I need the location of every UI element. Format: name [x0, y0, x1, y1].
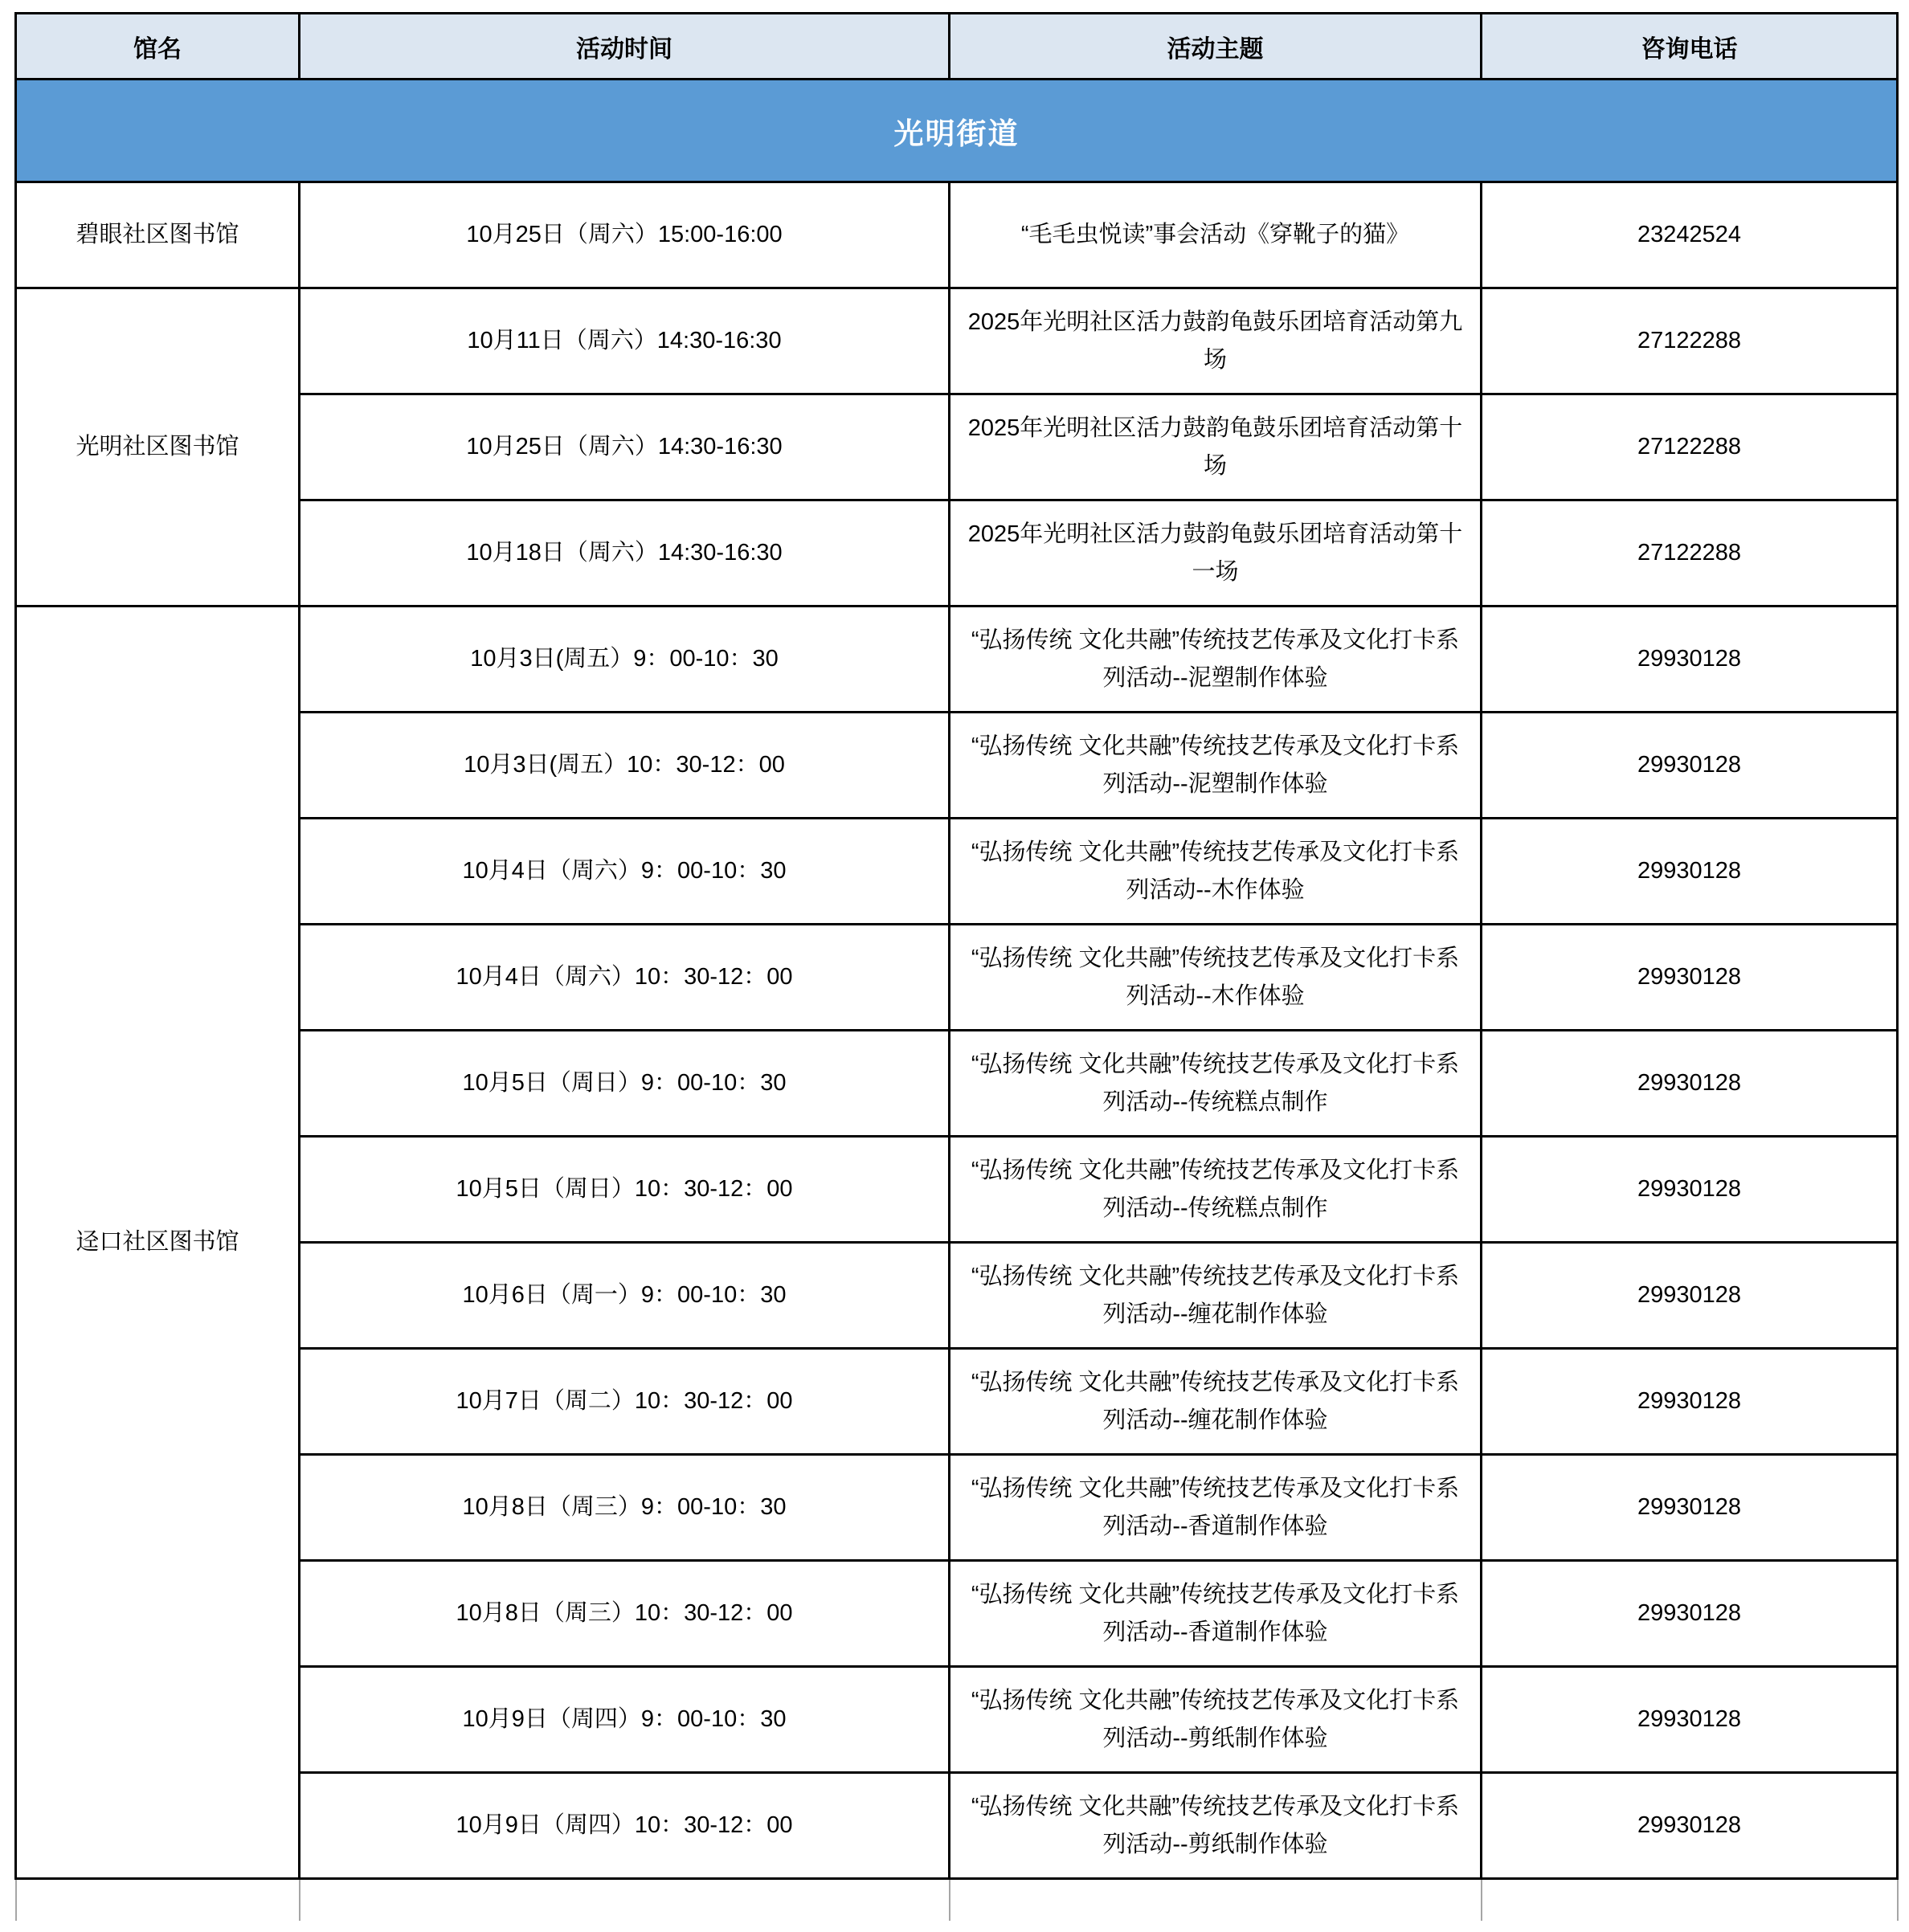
theme-cell: “弘扬传统 文化共融”传统技艺传承及文化打卡系列活动--传统糕点制作 [950, 1031, 1482, 1137]
time-cell: 10月7日（周二）10：30-12：00 [300, 1349, 950, 1455]
theme-cell: “弘扬传统 文化共融”传统技艺传承及文化打卡系列活动--剪纸制作体验 [950, 1667, 1482, 1773]
partial-row [16, 1879, 1898, 1921]
time-cell: 10月3日(周五）9：00-10：30 [300, 607, 950, 713]
time-cell: 10月9日（周四）10：30-12：00 [300, 1773, 950, 1879]
time-cell: 10月3日(周五）10：30-12：00 [300, 713, 950, 819]
time-cell: 10月9日（周四）9：00-10：30 [300, 1667, 950, 1773]
theme-cell: “弘扬传统 文化共融”传统技艺传承及文化打卡系列活动--泥塑制作体验 [950, 607, 1482, 713]
column-header-theme: 活动主题 [950, 14, 1482, 80]
section-banner-row [16, 80, 1898, 182]
time-cell: 10月25日（周六）14:30-16:30 [300, 394, 950, 500]
time-cell: 10月8日（周三）9：00-10：30 [300, 1455, 950, 1561]
theme-cell: “弘扬传统 文化共融”传统技艺传承及文化打卡系列活动--剪纸制作体验 [950, 1773, 1482, 1879]
time-cell: 10月4日（周六）9：00-10：30 [300, 819, 950, 925]
phone-cell: 29930128 [1482, 819, 1898, 925]
time-cell: 10月6日（周一）9：00-10：30 [300, 1243, 950, 1349]
phone-cell: 29930128 [1482, 1455, 1898, 1561]
phone-cell: 29930128 [1482, 1773, 1898, 1879]
theme-cell: 2025年光明社区活力鼓韵龟鼓乐团培育活动第九场 [950, 288, 1482, 394]
partial-row-cell [1482, 1879, 1898, 1921]
table-row [16, 288, 1898, 394]
phone-cell: 29930128 [1482, 925, 1898, 1031]
time-cell: 10月5日（周日）9：00-10：30 [300, 1031, 950, 1137]
theme-cell: “弘扬传统 文化共融”传统技艺传承及文化打卡系列活动--香道制作体验 [950, 1455, 1482, 1561]
phone-cell: 29930128 [1482, 1349, 1898, 1455]
time-cell: 10月11日（周六）14:30-16:30 [300, 288, 950, 394]
theme-cell: “弘扬传统 文化共融”传统技艺传承及文化打卡系列活动--木作体验 [950, 819, 1482, 925]
activity-schedule-table [14, 12, 1899, 1921]
phone-cell: 29930128 [1482, 1667, 1898, 1773]
time-cell: 10月8日（周三）10：30-12：00 [300, 1561, 950, 1667]
phone-cell: 29930128 [1482, 1561, 1898, 1667]
partial-row-cell [950, 1879, 1482, 1921]
partial-row-cell [16, 1879, 300, 1921]
header-row [16, 14, 1898, 80]
theme-cell: 2025年光明社区活力鼓韵龟鼓乐团培育活动第十一场 [950, 500, 1482, 607]
theme-cell: “弘扬传统 文化共融”传统技艺传承及文化打卡系列活动--泥塑制作体验 [950, 713, 1482, 819]
phone-cell: 27122288 [1482, 288, 1898, 394]
column-header-phone: 咨询电话 [1482, 14, 1898, 80]
theme-cell: “弘扬传统 文化共融”传统技艺传承及文化打卡系列活动--木作体验 [950, 925, 1482, 1031]
theme-cell: “弘扬传统 文化共融”传统技艺传承及文化打卡系列活动--传统糕点制作 [950, 1137, 1482, 1243]
table-row [16, 182, 1898, 288]
column-header-library: 馆名 [16, 14, 300, 80]
phone-cell: 29930128 [1482, 713, 1898, 819]
phone-cell: 27122288 [1482, 394, 1898, 500]
theme-cell: “弘扬传统 文化共融”传统技艺传承及文化打卡系列活动--缠花制作体验 [950, 1349, 1482, 1455]
time-cell: 10月18日（周六）14:30-16:30 [300, 500, 950, 607]
time-cell: 10月5日（周日）10：30-12：00 [300, 1137, 950, 1243]
phone-cell: 29930128 [1482, 1137, 1898, 1243]
time-cell: 10月25日（周六）15:00-16:00 [300, 182, 950, 288]
phone-cell: 29930128 [1482, 1031, 1898, 1137]
theme-cell: “毛毛虫悦读”事会活动《穿靴子的猫》 [950, 182, 1482, 288]
theme-cell: 2025年光明社区活力鼓韵龟鼓乐团培育活动第十场 [950, 394, 1482, 500]
phone-cell: 27122288 [1482, 500, 1898, 607]
column-header-time: 活动时间 [300, 14, 950, 80]
phone-cell: 23242524 [1482, 182, 1898, 288]
partial-row-cell [300, 1879, 950, 1921]
phone-cell: 29930128 [1482, 607, 1898, 713]
time-cell: 10月4日（周六）10：30-12：00 [300, 925, 950, 1031]
phone-cell: 29930128 [1482, 1243, 1898, 1349]
section-banner: 光明街道 [16, 80, 1898, 182]
table-row [16, 607, 1898, 713]
library-name-cell: 碧眼社区图书馆 [16, 182, 300, 288]
library-name-cell: 光明社区图书馆 [16, 288, 300, 607]
theme-cell: “弘扬传统 文化共融”传统技艺传承及文化打卡系列活动--香道制作体验 [950, 1561, 1482, 1667]
library-name-cell: 迳口社区图书馆 [16, 607, 300, 1879]
theme-cell: “弘扬传统 文化共融”传统技艺传承及文化打卡系列活动--缠花制作体验 [950, 1243, 1482, 1349]
